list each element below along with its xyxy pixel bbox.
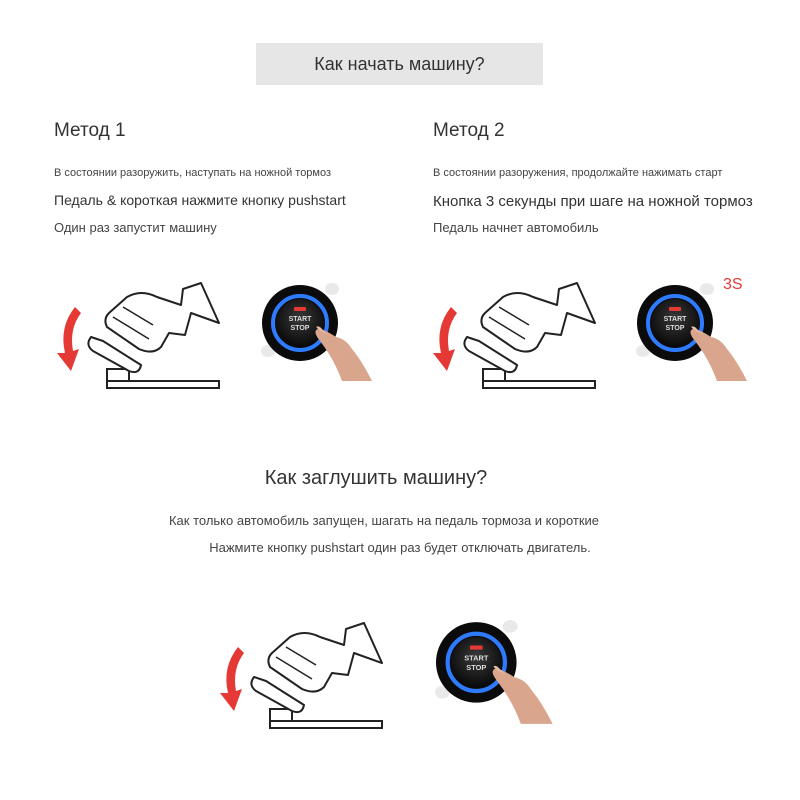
stop-line-2: Нажмите кнопку pushstart один раз будет отключать двигатель. — [209, 540, 591, 555]
foot-pedal-icon — [433, 283, 603, 393]
method-2-condition: В состоянии разоружения, продолжайте нажимать старт — [433, 167, 723, 179]
page-title-text: Как начать машину? — [314, 53, 485, 74]
method-1-condition: В состоянии разоружить, наступать на ножной тормоз — [54, 167, 332, 179]
down-arrow-icon — [57, 307, 81, 371]
hold-duration-badge: 3S — [723, 276, 743, 293]
method-2-title: Метод 2 — [433, 120, 505, 141]
start-stop-button-icon — [262, 283, 377, 388]
method-2-line-2: Педаль начнет автомобиль — [433, 220, 599, 235]
method-2-line-1: Кнопка 3 секунды при шаге на ножной тормоз — [433, 193, 753, 210]
down-arrow-icon — [220, 647, 244, 711]
foot-pedal-icon — [57, 283, 227, 393]
page-title — [256, 43, 543, 85]
method-1-line-1: Педаль & короткая нажмите кнопку pushstart — [54, 192, 346, 208]
method-1-line-2: Один раз запустит машину — [54, 220, 217, 235]
start-stop-button-icon — [436, 620, 551, 730]
foot-pedal-icon — [220, 623, 390, 733]
start-stop-button-icon — [637, 283, 752, 388]
method-1-title: Метод 1 — [54, 120, 126, 141]
down-arrow-icon — [433, 307, 457, 371]
stop-line-1: Как только автомобиль запущен, шагать на педаль тормоза и короткие — [168, 513, 600, 528]
stop-title: Как заглушить машину? — [264, 467, 488, 489]
